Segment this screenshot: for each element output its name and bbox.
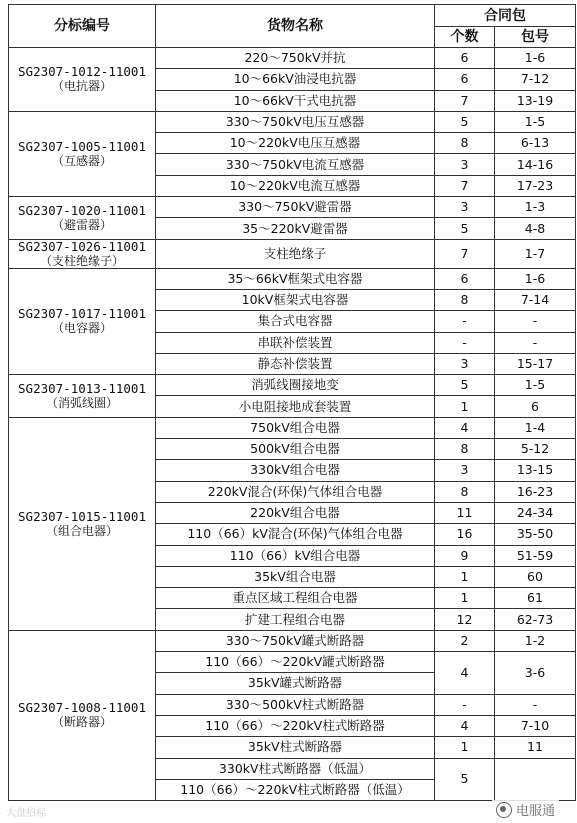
table-row — [9, 630, 576, 651]
group-category: （支柱绝缘子） — [39, 253, 124, 268]
item-name: 110（66）～220kV柱式断路器 — [156, 715, 435, 736]
item-package: 4-8 — [495, 218, 576, 239]
item-package: 14-16 — [495, 154, 576, 175]
item-count: 8 — [435, 481, 495, 502]
item-count: 5 — [435, 375, 495, 396]
group-code: SG2307-1005-11001 — [18, 138, 146, 154]
item-name: 330～750kV罐式断路器 — [156, 630, 435, 651]
group-code-cell — [9, 239, 156, 268]
item-name: 330～750kV电流互感器 — [156, 154, 435, 175]
item-package: 7-10 — [495, 715, 576, 736]
item-name: 220kV混合(环保)气体组合电器 — [156, 481, 435, 502]
item-package — [495, 758, 576, 801]
item-name: 750kV组合电器 — [156, 417, 435, 438]
item-package: 5-12 — [495, 439, 576, 460]
item-name: 330～750kV避雷器 — [156, 197, 435, 218]
table-row — [9, 197, 576, 218]
group-code-cell — [9, 48, 156, 112]
item-count: 11 — [435, 502, 495, 523]
item-count: 1 — [435, 737, 495, 758]
group-code: SG2307-1026-11001 — [18, 239, 146, 254]
item-name: 10kV框架式电容器 — [156, 289, 435, 310]
header-contract: 合同包 — [435, 5, 576, 27]
item-package: 1-2 — [495, 630, 576, 651]
item-package: 1-6 — [495, 268, 576, 289]
item-name: 500kV组合电器 — [156, 439, 435, 460]
item-count: 1 — [435, 588, 495, 609]
item-name: 220～750kV并抗 — [156, 48, 435, 69]
item-count: 4 — [435, 652, 495, 695]
table-row — [9, 111, 576, 132]
item-name: 10～66kV油浸电抗器 — [156, 69, 435, 90]
item-name: 35kV柱式断路器 — [156, 737, 435, 758]
header-package: 包号 — [495, 27, 576, 48]
item-package: - — [495, 332, 576, 353]
item-count: 5 — [435, 218, 495, 239]
item-package: 24-34 — [495, 502, 576, 523]
header-code: 分标编号 — [9, 5, 156, 48]
item-package: 6 — [495, 396, 576, 417]
group-code-cell — [9, 197, 156, 240]
item-package: 3-6 — [495, 652, 576, 695]
item-name: 330～750kV电压互感器 — [156, 111, 435, 132]
item-package: - — [495, 694, 576, 715]
item-package: 16-23 — [495, 481, 576, 502]
item-count: 6 — [435, 69, 495, 90]
item-count: 6 — [435, 268, 495, 289]
item-name: 35～66kV框架式电容器 — [156, 268, 435, 289]
item-package: 1-5 — [495, 111, 576, 132]
table-row — [9, 417, 576, 438]
group-code: SG2307-1020-11001 — [18, 202, 146, 218]
item-name: 静态补偿装置 — [156, 353, 435, 374]
group-code-cell — [9, 630, 156, 800]
item-package: 1-4 — [495, 417, 576, 438]
group-category: （消弧线圈） — [45, 395, 118, 410]
watermark-right-text: 电服通 — [515, 804, 555, 819]
item-count: 9 — [435, 545, 495, 566]
item-count: 16 — [435, 524, 495, 545]
item-name: 110（66）kV组合电器 — [156, 545, 435, 566]
item-count: 8 — [435, 439, 495, 460]
item-name: 220kV组合电器 — [156, 502, 435, 523]
item-name: 10～220kV电压互感器 — [156, 133, 435, 154]
item-count: 5 — [435, 758, 495, 801]
item-package: 7-12 — [495, 69, 576, 90]
table-body — [9, 48, 576, 801]
group-code: SG2307-1015-11001 — [18, 508, 146, 524]
item-name: 集合式电容器 — [156, 311, 435, 332]
item-count: 4 — [435, 417, 495, 438]
item-name: 小电阻接地成套装置 — [156, 396, 435, 417]
item-package: 61 — [495, 588, 576, 609]
item-package: 1-6 — [495, 48, 576, 69]
item-package: 1-5 — [495, 375, 576, 396]
item-package: 11 — [495, 737, 576, 758]
item-count: 8 — [435, 289, 495, 310]
item-count: 12 — [435, 609, 495, 630]
item-count: - — [435, 311, 495, 332]
item-package: 60 — [495, 566, 576, 587]
item-name: 110（66）～220kV罐式断路器 — [156, 652, 435, 673]
item-name: 330kV柱式断路器（低温） — [156, 758, 435, 779]
item-name: 消弧线圈接地变 — [156, 375, 435, 396]
group-code: SG2307-1012-11001 — [18, 64, 146, 80]
item-name: 扩建工程组合电器 — [156, 609, 435, 630]
item-name: 10～220kV电流互感器 — [156, 175, 435, 196]
item-count: 3 — [435, 154, 495, 175]
table-row — [9, 239, 576, 268]
item-package: 13-15 — [495, 460, 576, 481]
watermark-left: 大盘招标 — [6, 808, 46, 819]
header-count: 个数 — [435, 27, 495, 48]
group-code: SG2307-1013-11001 — [18, 380, 146, 396]
group-category: （互感器） — [51, 153, 112, 168]
item-package: 17-23 — [495, 175, 576, 196]
item-count: 6 — [435, 48, 495, 69]
group-category: （电抗器） — [51, 79, 112, 94]
group-code-cell — [9, 268, 156, 374]
header-name: 货物名称 — [156, 5, 435, 48]
item-count: 4 — [435, 715, 495, 736]
group-code-cell — [9, 111, 156, 196]
item-package: 13-19 — [495, 90, 576, 111]
item-name: 330kV组合电器 — [156, 460, 435, 481]
item-count: 1 — [435, 566, 495, 587]
item-package: 15-17 — [495, 353, 576, 374]
item-count: 7 — [435, 90, 495, 111]
item-name: 10～66kV干式电抗器 — [156, 90, 435, 111]
group-code: SG2307-1008-11001 — [18, 700, 146, 716]
watermark-right — [492, 800, 559, 819]
item-name: 35kV罐式断路器 — [156, 673, 435, 694]
table-row — [9, 48, 576, 69]
group-category: （组合电器） — [45, 523, 118, 538]
item-name: 330～500kV柱式断路器 — [156, 694, 435, 715]
item-package: 1-7 — [495, 239, 576, 268]
contract-package-table — [8, 4, 576, 801]
group-code-cell — [9, 417, 156, 630]
table-row — [9, 375, 576, 396]
item-name: 串联补偿装置 — [156, 332, 435, 353]
item-count: 3 — [435, 460, 495, 481]
group-category: （避雷器） — [51, 217, 112, 232]
item-count: 5 — [435, 111, 495, 132]
item-package: 35-50 — [495, 524, 576, 545]
item-package: 62-73 — [495, 609, 576, 630]
item-package: 51-59 — [495, 545, 576, 566]
item-name: 支柱绝缘子 — [156, 239, 435, 268]
item-count: 3 — [435, 197, 495, 218]
item-count: 8 — [435, 133, 495, 154]
item-package: 7-14 — [495, 289, 576, 310]
item-count: 3 — [435, 353, 495, 374]
item-count: - — [435, 332, 495, 353]
item-count: 7 — [435, 175, 495, 196]
item-name: 35～220kV避雷器 — [156, 218, 435, 239]
item-count: 7 — [435, 239, 495, 268]
group-code: SG2307-1017-11001 — [18, 306, 146, 322]
item-package: - — [495, 311, 576, 332]
item-count: 1 — [435, 396, 495, 417]
item-count: - — [435, 694, 495, 715]
group-category: （断路器） — [51, 715, 112, 730]
wechat-logo-icon — [496, 802, 512, 818]
group-category: （电容器） — [51, 321, 112, 336]
item-package: 6-13 — [495, 133, 576, 154]
item-name: 35kV组合电器 — [156, 566, 435, 587]
table-row — [9, 268, 576, 289]
group-code-cell — [9, 375, 156, 418]
item-name: 110（66）kV混合(环保)气体组合电器 — [156, 524, 435, 545]
item-package: 1-3 — [495, 197, 576, 218]
item-name: 110（66）～220kV柱式断路器（低温） — [156, 779, 435, 800]
item-name: 重点区域工程组合电器 — [156, 588, 435, 609]
item-count: 2 — [435, 630, 495, 651]
